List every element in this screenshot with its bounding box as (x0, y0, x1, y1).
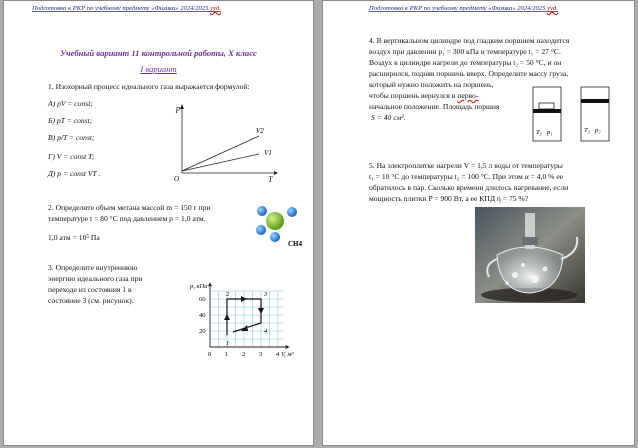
piston-1 (533, 109, 561, 113)
state-label: 4 (264, 328, 268, 335)
weight-block (539, 103, 554, 109)
worksheet-page-2 (322, 0, 635, 446)
q1-option-a: А) pV = const; (48, 99, 93, 108)
y-axis-label: p, кПа (190, 282, 208, 290)
curve-v2 (182, 136, 259, 171)
x-axis-arrow (286, 345, 290, 349)
red-marked-word: перво- (457, 91, 479, 100)
x-tick-label: 3 (259, 351, 263, 358)
curve-v1 (182, 154, 259, 171)
question-3-line-4: состояние 3 (см. рисунок). (48, 296, 134, 305)
question-2-line-1: 2. Определите объем метана массой m = 150 г при (48, 203, 211, 212)
hydrogen-atom (256, 225, 266, 235)
x-tick-label: 2 (242, 351, 246, 358)
y-axis-label: p (176, 104, 180, 113)
header-suffix: ууд. (547, 5, 558, 12)
question-4-line-7: начальное положение. Площадь поршня (369, 102, 500, 111)
question-4-line-8: S = 40 см². (371, 113, 406, 122)
question-4-line-1: 4. В вертикальном цилиндре под гладким поршнем находится (369, 36, 570, 45)
header-suffix: ууд. (210, 5, 221, 12)
question-2-line-2: температуре t = 80 °C под давлением p = 1,0 атм. (48, 214, 206, 223)
question-5-line-3: обратилось в пар. Сколько времени длилось нагревание, если (369, 183, 569, 192)
hydrogen-atom (257, 206, 267, 216)
question-4-line-2: воздух при давлении p₁ = 300 кПа и температуре t₁ = 27 °C. (369, 47, 561, 56)
cyl2-pressure-label: p₂ (595, 127, 601, 134)
state-label: 3 (264, 291, 268, 298)
y-axis-arrow (208, 282, 212, 286)
question-2-line-3: 1,0 атм = 10⁵ Па (48, 233, 100, 242)
q1-option-e: Д) p = const VT . (48, 169, 101, 178)
q1-pt-graph (172, 103, 282, 183)
y-tick-label: 60 (199, 296, 206, 303)
state-label: 1 (226, 340, 230, 347)
x-tick-label: 4 (276, 351, 280, 358)
cyl1-pressure-label: p₁ (547, 129, 553, 136)
carbon-atom (266, 212, 284, 230)
origin-label: O (174, 175, 180, 183)
variant-label: I вариант (140, 64, 177, 74)
page-header: Подготовка к РКР по учебному предмету «Физика» 2024/2025 ууд. (369, 5, 558, 12)
worksheet-title: Учебный вариант 11 контрольной работы, X класс (60, 48, 257, 58)
hydrogen-atom (287, 207, 297, 217)
question-1-text: 1. Изохорный процесс идеального газа выражается формулой: (48, 82, 250, 91)
x-axis-label: T (268, 175, 273, 183)
x-axis-label: V, м³ (281, 351, 294, 358)
curve-v2-label: V2 (256, 127, 264, 135)
question-4-line-5: который нужно положить на поршень, (369, 80, 494, 89)
cyl2-temp-label: T₂ (584, 127, 590, 134)
question-3-line-3: переходе из состояния 1 в (48, 285, 132, 294)
y-tick-label: 40 (199, 312, 206, 319)
hydrogen-atom (270, 232, 280, 242)
pv-diagram-chart (184, 263, 308, 363)
piston-2 (581, 99, 609, 103)
question-3-line-2: энергию идеального газа при (48, 274, 143, 283)
x-tick-label: 1 (225, 351, 229, 358)
question-5-line-1: 5. На электроплитке нагрели V = 1,5 л воды от температуры (369, 161, 563, 170)
question-5-line-4: мощность плитки P = 900 Вт, а ее КПД η = 75 %? (369, 194, 529, 203)
x-tick-label: 0 (208, 351, 212, 358)
state-label: 2 (226, 291, 230, 298)
methane-molecule-image (252, 201, 308, 251)
page-header: Подготовка к РКР по учебному предмету «Физика» 2024/2025 ууд. (32, 5, 221, 12)
q1-option-c: В) p/T = const; (48, 133, 95, 142)
question-4-line-6: чтобы поршень вернулся в перво- (369, 91, 479, 100)
question-3-line-1: 3. Определите внутреннюю (48, 263, 138, 272)
cyl1-temp-label: T₁ (536, 129, 542, 136)
arrow-4-1 (241, 325, 248, 331)
cylinders-figure (529, 81, 619, 147)
question-5-line-2: t₁ = 10 °C до температуры t₂ = 100 °C. При этом α = 4,0 % ее (369, 172, 564, 181)
y-tick-label: 20 (199, 328, 206, 335)
curve-v1-label: V1 (264, 149, 272, 157)
q1-option-b: Б) pT = const; (48, 116, 93, 125)
question-4-line-4: расширился, подняв поршень вверх. Определите массу груза, (369, 69, 569, 78)
question-4-line-3: Воздух в цилиндре нагрели до температуры t₂ = 50 °C, и он (369, 58, 562, 67)
arrow-3-4 (258, 308, 264, 314)
q1-option-d: Г) V = const T; (48, 152, 95, 161)
worksheet-page-1 (3, 0, 314, 446)
molecule-formula: CH4 (288, 240, 302, 248)
boiling-kettle-photo (475, 207, 585, 303)
